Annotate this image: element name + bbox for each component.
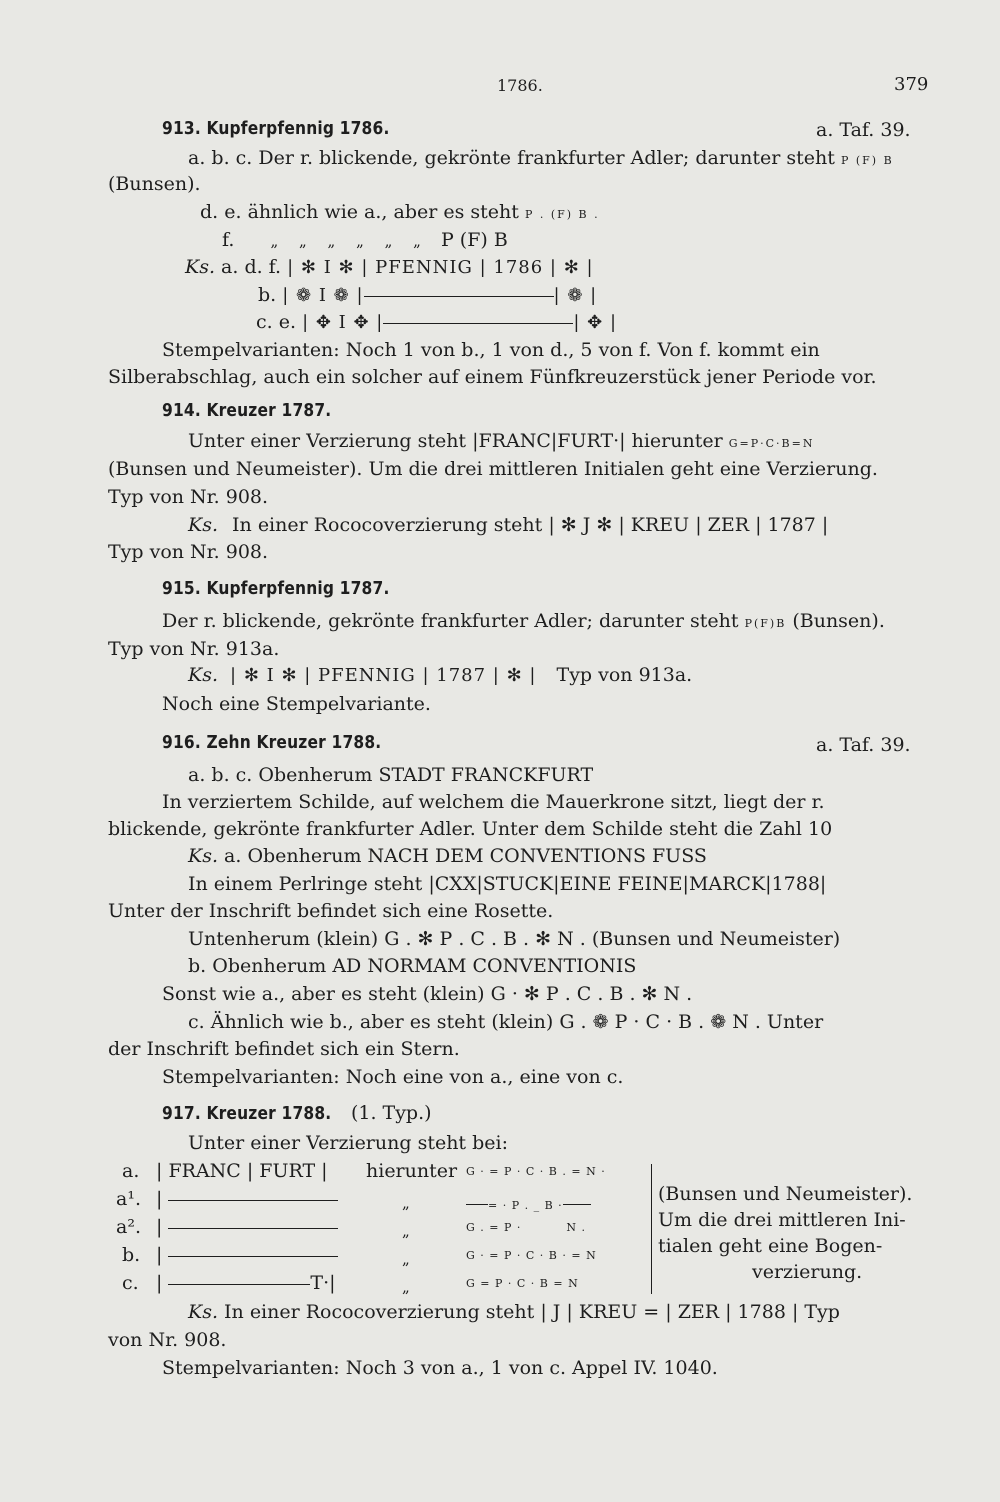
entry-916-line: Stempelvarianten: Noch eine von a., eine von c. xyxy=(162,1066,624,1088)
entry-916-heading: 916. Zehn Kreuzer 1788. xyxy=(162,732,382,753)
bracket-note-line: Um die drei mittleren Ini- xyxy=(658,1209,906,1231)
legend-end: | ❁ | xyxy=(553,285,598,306)
bar-end: T·| xyxy=(310,1272,336,1294)
dash-rule xyxy=(563,1204,591,1205)
table-bracket xyxy=(651,1164,652,1294)
mint-initials: P (F) B xyxy=(440,229,508,251)
bar: | xyxy=(156,1216,163,1238)
table-row-label: a. xyxy=(122,1160,140,1182)
reverse-label: Ks. xyxy=(188,514,218,536)
ditto-marks: „ „ „ „ „ „ xyxy=(270,232,429,250)
entry-916-reverse xyxy=(188,847,707,866)
entry-916-line: Unter der Inschrift befindet sich eine Rosette. xyxy=(108,900,554,922)
entry-917-line: von Nr. 908. xyxy=(108,1329,227,1351)
entry-913-line: Silberabschlag, auch ein solcher auf einem Fünfkreuzerstück jener Periode vor. xyxy=(108,366,877,388)
table-row-formula: G · = P · C · B . = N · xyxy=(466,1165,606,1178)
text: a. b. c. Der r. blickende, gekrönte frankfurter Adler; darunter steht xyxy=(188,147,835,169)
bar: | xyxy=(156,1244,163,1266)
text: Der r. blickende, gekrönte frankfurter Adler; darunter steht xyxy=(162,610,739,632)
entry-917-line: Stempelvarianten: Noch 3 von a., 1 von c. Appel IV. 1040. xyxy=(162,1357,718,1379)
text: (Bunsen). xyxy=(792,610,885,632)
entry-913-reverse-a xyxy=(185,258,594,277)
entry-915-line: Noch eine Stempelvariante. xyxy=(162,693,431,715)
entry-913-reverse-b xyxy=(258,286,597,305)
entry-916-plate-ref: a. Taf. 39. xyxy=(816,734,911,756)
table-row-label: b. xyxy=(122,1244,141,1266)
text: a. Obenherum NACH DEM CONVENTIONS FUSS xyxy=(224,845,707,867)
entry-916-line: b. Obenherum AD NORMAM CONVENTIONIS xyxy=(188,955,637,977)
entry-914-line: (Bunsen und Neumeister). Um die drei mittleren Initialen geht eine Verzierung. xyxy=(108,458,878,480)
entry-913-line: Stempelvarianten: Noch 1 von b., 1 von d., 5 von f. Von f. kommt ein xyxy=(162,339,820,361)
table-row-word: „ xyxy=(402,1278,410,1296)
table-row-formula: G = P · C · B = N xyxy=(466,1277,579,1290)
entry-915-reverse xyxy=(188,666,692,685)
bar: | xyxy=(156,1272,163,1294)
entry-916-line: In einem Perlringe steht |CXX|STUCK|EINE FEINE|MARCK|1788| xyxy=(188,873,827,895)
dash-rule xyxy=(168,1284,310,1285)
entry-917-reverse xyxy=(188,1303,840,1322)
reverse-label: Ks. xyxy=(185,256,215,278)
entry-914-reverse xyxy=(188,516,828,535)
mint-initials: P (F) B xyxy=(840,154,894,167)
legend-start: | ✥ I ✥ | xyxy=(302,312,384,333)
table-row-legend xyxy=(156,1274,336,1293)
table-row-formula: G . = P · N . xyxy=(466,1221,586,1234)
table-row-legend xyxy=(156,1246,338,1265)
table-row-label: c. xyxy=(122,1272,139,1294)
entry-914-line: Typ von Nr. 908. xyxy=(108,541,269,563)
legend: | ✻ I ✻ | PFENNIG | 1786 | ✻ | xyxy=(287,257,594,278)
entry-914-heading: 914. Kreuzer 1787. xyxy=(162,400,332,421)
entry-913-reverse-c xyxy=(256,313,617,332)
entry-917-line: Unter einer Verzierung steht bei: xyxy=(188,1132,508,1154)
table-row-formula: G · = P · C · B · = N xyxy=(466,1249,597,1262)
entry-916-line: a. b. c. Obenherum STADT FRANCKFURT xyxy=(188,764,594,786)
mint-initials: G=P·C·B=N xyxy=(728,437,815,450)
table-row-word: „ xyxy=(402,1222,410,1240)
entry-916-line: In verziertem Schilde, auf welchem die Mauerkrone sitzt, liegt der r. xyxy=(162,791,825,813)
reverse-label: Ks. xyxy=(188,1301,218,1323)
bracket-note-line: (Bunsen und Neumeister). xyxy=(658,1183,913,1205)
table-row-formula-group xyxy=(466,1194,591,1213)
table-row-legend xyxy=(156,1218,338,1237)
entry-914-line: Typ von Nr. 908. xyxy=(108,486,269,508)
label: c. e. xyxy=(256,311,297,333)
dash-rule xyxy=(168,1228,338,1229)
bar: | xyxy=(156,1188,163,1210)
entry-913-ditto-line xyxy=(222,231,508,250)
reverse-label: Ks. xyxy=(188,664,218,686)
text: d. e. ähnlich wie a., aber es steht xyxy=(200,201,519,223)
entry-913-line xyxy=(188,149,894,168)
table-row-word: „ xyxy=(402,1194,410,1212)
legend: In einer Rococoverzierung steht | J | KREU = | ZER | 1788 | Typ xyxy=(224,1301,840,1323)
dash-rule xyxy=(168,1256,338,1257)
entry-916-line: c. Ähnlich wie b., aber es steht (klein) G . ❁ P · C · B . ❁ N . Unter xyxy=(188,1011,824,1033)
label: a. d. f. xyxy=(221,256,282,278)
entry-913-line xyxy=(200,203,600,222)
mint-initials: P . (F) B . xyxy=(524,208,600,221)
text: Unter einer Verzierung steht |FRANC|FURT·| hierunter xyxy=(188,430,723,452)
entry-916-line: Sonst wie a., aber es steht (klein) G · ✻ P . C . B . ✻ N . xyxy=(162,983,693,1005)
reverse-label: Ks. xyxy=(188,845,218,867)
subtitle: (1. Typ.) xyxy=(350,1102,432,1124)
entry-917-heading-line xyxy=(162,1104,432,1123)
mint-initials: P(F)B xyxy=(744,617,787,630)
entry-916-line: der Inschrift befindet sich ein Stern. xyxy=(108,1038,460,1060)
table-row-word: hierunter xyxy=(366,1160,458,1182)
entry-916-line: blickende, gekrönte frankfurter Adler. Unter dem Schilde steht die Zahl 10 xyxy=(108,818,833,840)
entry-917-heading: 917. Kreuzer 1788. xyxy=(162,1103,332,1124)
table-row-label: a². xyxy=(116,1216,141,1238)
entry-915-heading: 915. Kupferpfennig 1787. xyxy=(162,578,390,599)
page-number: 379 xyxy=(894,74,929,95)
table-row-label: a¹. xyxy=(116,1188,141,1210)
dash-rule xyxy=(168,1200,338,1201)
table-row-word: „ xyxy=(402,1250,410,1268)
table-row-legend: | FRANC | FURT | xyxy=(156,1160,328,1182)
bracket-note-line: tialen geht eine Bogen- xyxy=(658,1235,883,1257)
entry-915-line: Typ von Nr. 913a. xyxy=(108,638,280,660)
entry-913-line: (Bunsen). xyxy=(108,173,201,195)
type-reference: Typ von 913a. xyxy=(556,664,693,686)
entry-914-line xyxy=(188,432,814,451)
dash-rule xyxy=(466,1204,488,1205)
dash-rule xyxy=(364,296,554,297)
table-row-formula: = · P . _ B · xyxy=(488,1199,563,1212)
entry-915-line xyxy=(162,612,885,631)
bracket-note-line: verzierung. xyxy=(752,1261,863,1283)
table-row-legend xyxy=(156,1190,338,1209)
entry-916-line: Untenherum (klein) G . ✻ P . C . B . ✻ N . (Bunsen und Neumeister) xyxy=(188,928,841,950)
legend: | ✻ I ✻ | PFENNIG | 1787 | ✻ | xyxy=(230,665,537,686)
entry-913-plate-ref: a. Taf. 39. xyxy=(816,119,911,141)
running-header-year: 1786. xyxy=(497,76,543,95)
dash-rule xyxy=(383,323,573,324)
label: f. xyxy=(222,229,235,251)
entry-913-heading: 913. Kupferpfennig 1786. xyxy=(162,118,390,139)
legend: In einer Rococoverzierung steht | ✻ J ✻ | KREU | ZER | 1787 | xyxy=(232,514,829,536)
legend-end: | ✥ | xyxy=(573,312,618,333)
label: b. xyxy=(258,284,277,306)
legend-start: | ❁ I ❁ | xyxy=(282,285,364,306)
